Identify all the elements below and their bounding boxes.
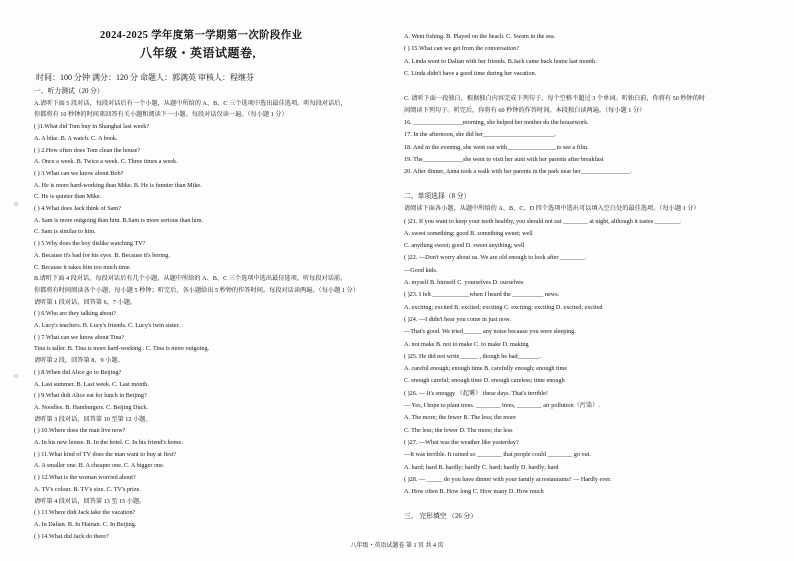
text-line: ( )28. — _____ do you have dinner with your family at restaurants? — Hardly ever. <box>404 475 612 483</box>
text-line: C. Sam is similar to him. <box>34 228 96 236</box>
text-line: A. sweet something; good B. something sweet; well <box>404 229 533 237</box>
text-line: 请听第 2 段，回答第 8、9 小题。 <box>34 357 124 365</box>
text-line: A. He is more hard-working than Mike. B. He is funnier than Mike. <box>34 181 202 189</box>
text-line: A. hard; hard B. hardly; hardly C. hard; hardly D. hardly; hard <box>404 463 559 471</box>
text-line: ( ) 11.What kind of TV does the man want to buy at first? <box>34 450 177 458</box>
text-line: A. exciting; excited B. excited; exciting C. exciting; exciting D. excited; excited <box>404 303 603 311</box>
text-line: C. Linda didn't have a good time during her vacation. <box>404 69 537 77</box>
text-line: 间阅读下列句子。听完后，你将有 60 秒钟的作答时间。本段独白读两遍。（每小题 1 分） <box>404 106 646 114</box>
text-line: ( ) 3.What can we know about Bob? <box>34 169 124 177</box>
text-line: Tina is taller. B. Tina is more hard-working . C. Tina is more outgoing. <box>34 345 210 353</box>
binding-mark: ○ <box>14 200 19 208</box>
text-line: A. In his new house. B. In the hotel. C. In his friend's home. <box>34 439 183 446</box>
text-line: ( ) 4.What does Jack think of Sam? <box>34 205 121 212</box>
text-line: 18. And in the evening, she went out with________________to see a film. <box>404 143 589 151</box>
text-line: ( )24. —I didn't hear you come in just now. <box>404 315 511 323</box>
text-line: ( ) 13.Where didi Jack take the vacation? <box>34 509 136 517</box>
text-line: 你都将有 10 秒钟的时间来回答有关小题和阅读下一小题。每段对话仅读一遍。（每小题 1 分） <box>34 111 288 119</box>
text-line: A. A bike. B. A watch. C. A book. <box>34 134 118 142</box>
text-line: A. TV's colour. B. TV's size. C. TV's prize. <box>34 485 141 493</box>
text-line: C. enough careful; enough time D. enough careless; time enough <box>404 377 565 385</box>
text-line: —It was terrible. It rained so ________ that people could ________ go out. <box>404 451 591 459</box>
text-line: C. He is quieter than Mike. <box>34 193 102 201</box>
text-line: A. Linda went to Dalian with her friends. B.Jack came back home last month. <box>404 57 597 65</box>
text-line: 一、听力测试（20 分） <box>34 88 104 95</box>
text-line: A. Went fishing. B. Played on the beach. C. Swam in the sea. <box>404 33 556 40</box>
text-line: —Good kids. <box>404 266 438 274</box>
text-line: ( )22. —Don't worry about us. We are old enough to look after ________. <box>404 254 587 262</box>
text-line: ( ) 6.Who are they talking about? <box>34 310 116 318</box>
text-line: 请听第 1 段对话，回答第 6、7 小题。 <box>34 298 137 306</box>
text-line: — Yes, I hope to plant trees. ________ trees, ________ air pollution（污染）. <box>404 402 600 409</box>
text-line: A. Lucy's teachers. B. Lucy's friends. C. Lucy's twin sister. <box>34 322 180 329</box>
text-line: ( )26. — It's smoggy （起雾） these days. That's terrible! <box>404 389 548 397</box>
text-line: 请阅读下面各小题，从题中所给的 A、B、C、D 四个选项中选出可以填入空白处的最佳选项。（每小题 1 分） <box>404 205 700 213</box>
text-line: ( ) 15.What can we get from the conversation? <box>404 45 519 53</box>
text-line: A.请听下面 5 段对话，每段对话后有一个小题，从题中所给的 A、B、C 三个选项中选出最佳选项。听每段对话后， <box>34 99 347 107</box>
text-line: 16. ________________morning, she helped her mother do the housework. <box>404 119 589 127</box>
text-line: C. The less; the fewer D. The more; the less <box>404 426 513 434</box>
text-line: ( ) 9.What didi Alice eat for lunch in Beijing? <box>34 392 147 400</box>
text-line: 请听第 4 段对话，回答第 13 至 15 小题。 <box>34 497 146 505</box>
text-line: C. Because it takes him too much time. <box>34 263 132 271</box>
text-line: ( )27. —What was the weather like yesterday? <box>404 438 519 446</box>
text-line: C. anything sweet; good D. sweet anything; well <box>404 242 525 250</box>
text-line: 20. After dinner, Anna took a walk with her parents in the park near her________________. <box>404 168 632 176</box>
text-line: ( )1.What did Tom buy in Shanghai last week? <box>34 123 150 131</box>
text-line: ( ) 2.How often does Tom clean the house? <box>34 146 141 154</box>
text-line: A. Noodles. B. Hamburgers. C. Beijing Duck. <box>34 403 149 411</box>
text-line: C. 请听下面一段独白，根据独白内容完成下列句子，每个空格不超过 3 个单词。听独白前，你将有 50 秒钟的时 <box>404 94 706 102</box>
text-line: 请听第 3 段对话，回答第 10 至第 12 小题。 <box>34 415 152 423</box>
page-footer: 八年级・英语试题卷 第 1 页 共 4 页 <box>350 543 444 549</box>
text-line: A. careful enough; enough time B. carefully enough; enough time <box>404 365 568 373</box>
text-line: 19. The_____________she went to visit her aunt with her parents after breakfast <box>404 156 604 163</box>
exam-meta: 时间：100 分钟 满分：120 分 命题人：郭满英 审核人：程继芬 <box>36 73 254 82</box>
exam-title: 2024-2025 学年度第一学期第一次阶段作业 <box>100 30 303 41</box>
text-line: A. The more; the fewer B. The less; the more <box>404 414 516 422</box>
text-line: A. A smaller one. B. A cheaper one. C. A bigger one. <box>34 462 165 470</box>
text-line: B.请听下面 4 段对话，每段对话后有几个小题，从题中所给的 A、B、C 三个选项中选出最佳选项。听每段对话前， <box>34 275 347 283</box>
text-line: ( )25. He did not write______ , though he had_______. <box>404 352 541 360</box>
text-line: 三、 完形填空 （26 分） <box>404 512 478 520</box>
text-line: A. not make B. not to make C. to make D. making <box>404 340 529 348</box>
text-line: ( )21. If you want to keep your teeth healthy, you should not eat ________ at night, although it tastes ________. <box>404 217 681 225</box>
exam-subtitle: 八年级・英语试题卷, <box>140 46 257 60</box>
text-line: ( ) 14.What did Jack do there? <box>34 532 109 540</box>
text-line: A. myself B. himself C. yourselves D. ourselves <box>404 279 524 286</box>
text-line: A. Because it's bad for his eyes. B. Because it's boring. <box>34 251 170 259</box>
text-line: A. Sam is more outgoing than him. B.Sam is more serious than him. <box>34 216 204 224</box>
binding-mark: ○ <box>14 372 19 380</box>
text-line: A. Last summer. B. Last week. C. Last month. <box>34 380 149 388</box>
text-line: A. Once a week. B. Twice a week. C. Three times a week. <box>34 158 178 166</box>
text-line: ( ) 7.What can we know about Tina? <box>34 333 125 341</box>
text-line: —That's good. We tried______ any noise because you were sleeping. <box>404 328 576 336</box>
text-line: 17. In the afternoon, she did her_______________________. <box>404 131 556 139</box>
text-line: 二、单项选择（8 分） <box>404 192 471 200</box>
text-line: ( )23. I felt ____________when I heard the __________ news. <box>404 291 560 299</box>
text-line: ( ) 12.What is the woman worried about? <box>34 474 136 482</box>
text-line: ( ) 10.Where does the man live now? <box>34 427 126 435</box>
text-line: ( ) 5.Why does the boy dislike watching TV? <box>34 240 146 248</box>
text-line: ( ) 8.When did Alice go to Beijing? <box>34 368 122 376</box>
text-line: 你都将有时间阅读各个小题，每小题 5 秒钟；听完后，各小题给出 5 秒钟的作答时间。每段对话读两遍。（每小题 1 分） <box>34 286 359 294</box>
text-line: A. How often B. How long C. How many D. How much <box>404 488 544 496</box>
text-line: A. In Dalian. B. In Hainan. C. In Beijing. <box>34 520 137 528</box>
